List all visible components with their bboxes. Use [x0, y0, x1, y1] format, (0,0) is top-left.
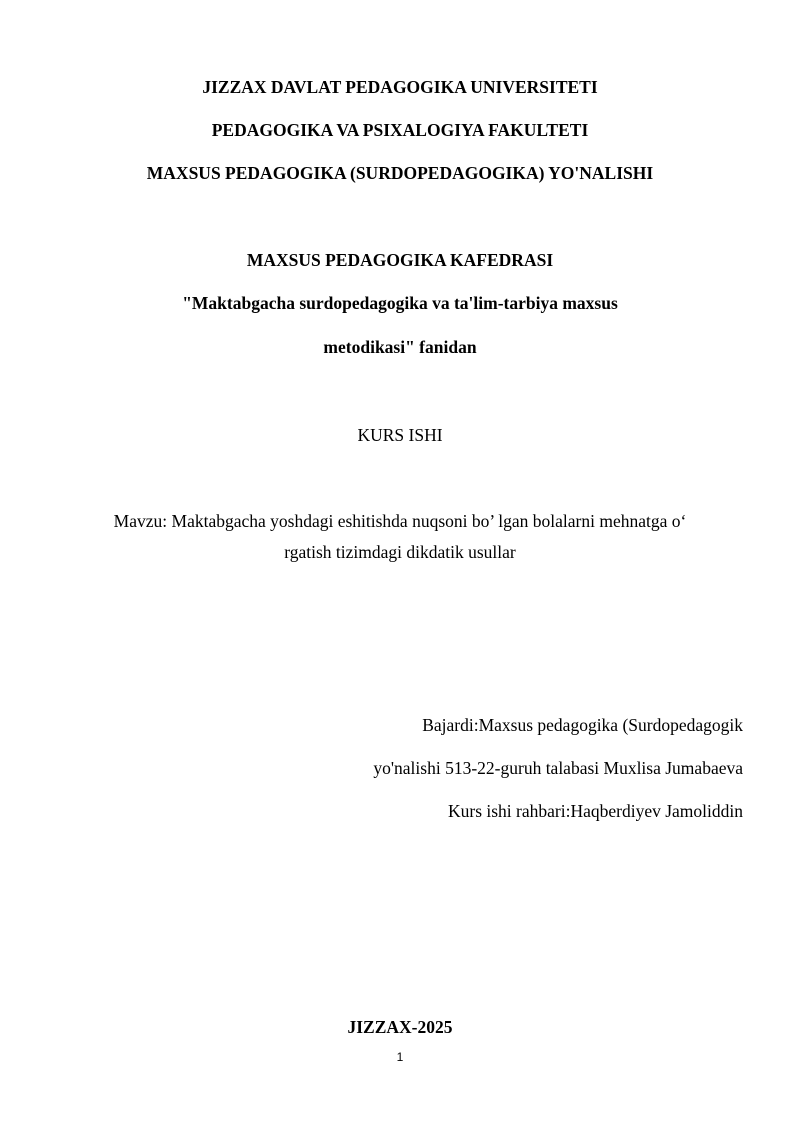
faculty-name: PEDAGOGIKA VA PSIXALOGIYA FAKULTETI: [211, 120, 589, 140]
topic-line-1: Mavzu: Maktabgacha yoshdagi eshitishda nuqsoni bo’ lgan bolalarni mehnatga o‘: [113, 511, 687, 531]
direction-name: MAXSUS PEDAGOGIKA (SURDOPEDAGOGIKA) YO'NALISHI: [146, 163, 654, 183]
city-year: JIZZAX-2025: [347, 1017, 453, 1037]
work-type-title: KURS ISHI: [357, 425, 443, 445]
department-name: MAXSUS PEDAGOGIKA KAFEDRASI: [246, 250, 554, 270]
author-line-1: Bajardi:Maxsus pedagogika (Surdopedagogik: [422, 715, 743, 735]
topic-line-2: rgatish tizimdagi dikdatik usullar: [284, 542, 516, 562]
university-name: JIZZAX DAVLAT PEDAGOGIKA UNIVERSITETI: [202, 77, 598, 97]
subject-line-1: "Maktabgacha surdopedagogika va ta'lim-tarbiya maxsus: [182, 293, 618, 313]
page-number: 1: [396, 1050, 404, 1064]
author-line-2: yo'nalishi 513-22-guruh talabasi Muxlisa Jumabaeva: [373, 758, 743, 778]
supervisor-line: Kurs ishi rahbari:Haqberdiyev Jamoliddin: [447, 801, 743, 821]
subject-line-2: metodikasi" fanidan: [323, 337, 477, 357]
